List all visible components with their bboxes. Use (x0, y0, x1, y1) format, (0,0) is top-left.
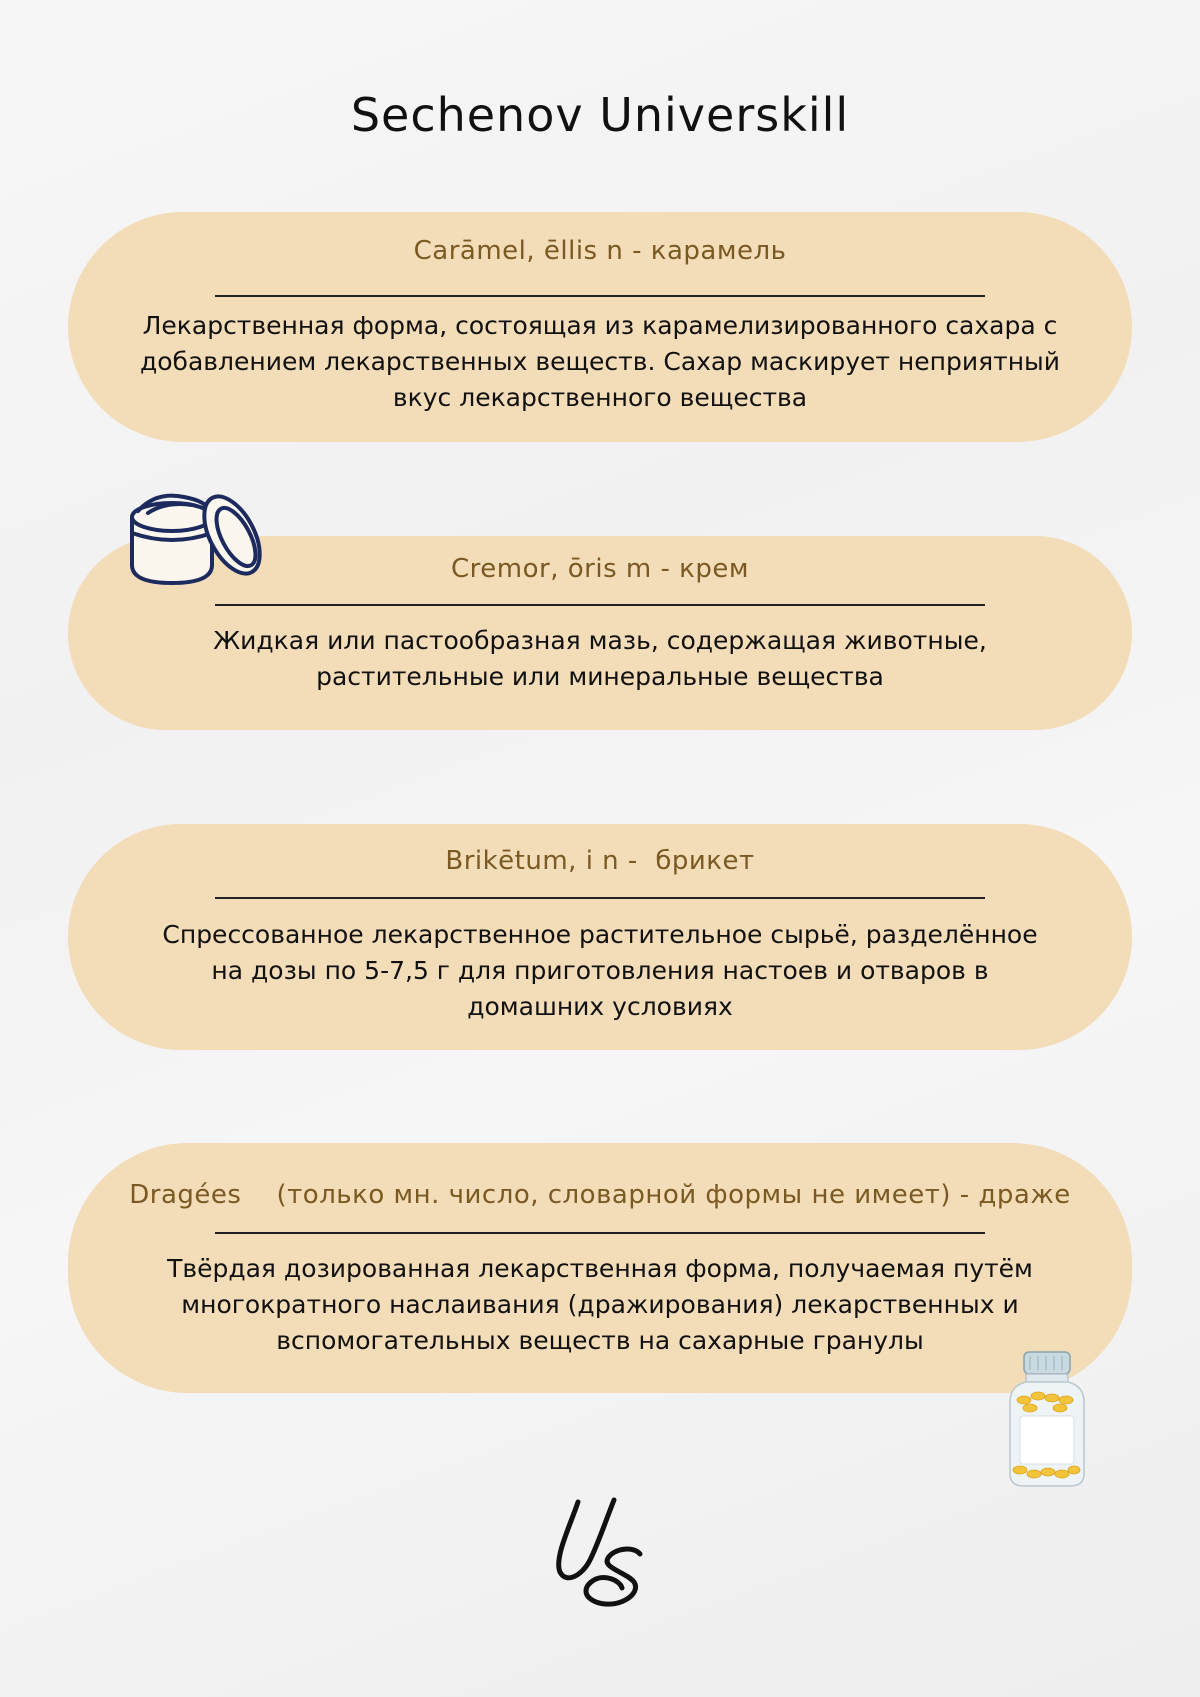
card-dragees (68, 1143, 1132, 1393)
page-title: Sechenov Universkill (350, 88, 850, 142)
universkill-logo (548, 1496, 652, 1612)
card-term: Cremor, ōris m - крем (451, 554, 749, 584)
card-definition: Твёрдая дозированная лекарственная форма, получаемая путём многократного наслаивания (дражирования) лекарственных и вспомогательных веществ на сахарные гранулы (167, 1254, 1033, 1355)
pill-bottle-icon (1006, 1350, 1088, 1488)
card-definition: Спрессованное лекарственное растительное сырьё, разделённое на дозы по 5-7,5 г для приготовления настоев и отваров в домашних условиях (162, 920, 1038, 1021)
cream-jar-icon (126, 487, 266, 587)
card-divider (215, 604, 985, 606)
card-term: Carāmel, ēllis n - карамель (413, 236, 787, 266)
card-divider (215, 1232, 985, 1234)
card-divider (215, 295, 985, 297)
card-caramel (68, 212, 1132, 442)
card-briketum (68, 824, 1132, 1050)
card-divider (215, 897, 985, 899)
card-definition: Жидкая или пастообразная мазь, содержащая животные, растительные или минеральные вещества (213, 626, 987, 691)
card-term: Dragées (только мн. число, словарной формы не имеет) - драже (129, 1180, 1071, 1210)
card-definition: Лекарственная форма, состоящая из карамелизированного сахара с добавлением лекарственных веществ. Сахар маскирует неприятный вкус лекарственного вещества (139, 311, 1061, 412)
card-term: Brikētum, i n - брикет (445, 846, 755, 876)
